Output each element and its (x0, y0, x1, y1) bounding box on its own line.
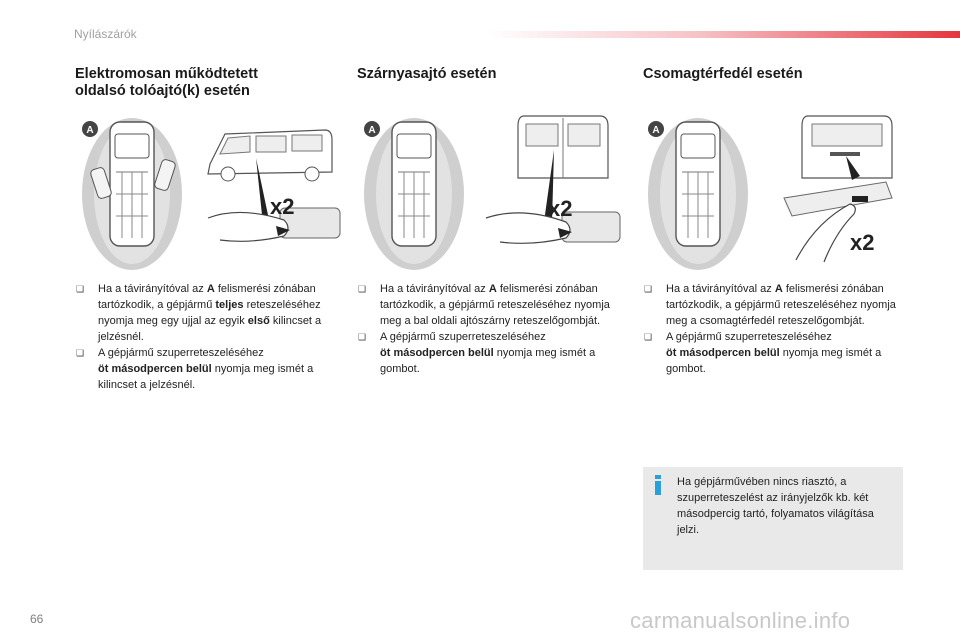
sliding-door-illustration (80, 112, 342, 272)
instructions-sliding-door (75, 281, 335, 393)
hand-on-tailgate-button-icon (784, 182, 892, 262)
bullet-marker-icon: ❑ (644, 284, 653, 294)
watermark: carmanualsonline.info (630, 608, 851, 633)
list-item: ❑ A gépjármű szuperreteszeléséhez öt másodpercen belül nyomja meg ismét a kilincset a jelzésnél. (76, 347, 314, 391)
press-twice-label: x2 (850, 230, 875, 255)
info-icon (652, 475, 664, 495)
column-title-tailgate: Csomagtérfedél esetén (643, 66, 803, 82)
list-item: ❑ A gépjármű szuperreteszeléséhez öt másodpercen belül nyomja meg ismét a gombot. (358, 331, 596, 375)
press-twice-label: x2 (548, 196, 573, 221)
van-side-view (208, 130, 332, 181)
list-item: ❑ A gépjármű szuperreteszeléséhez öt másodpercen belül nyomja meg ismét a gombot. (644, 331, 882, 375)
zone-label: A (652, 125, 660, 136)
list-item: ❑ Ha a távirányítóval az A felismerési zónában tartózkodik, a gépjármű teljes reteszeléséhez nyomja meg egy ujjal az egyik első kilincset a jelzésnél. (76, 283, 322, 343)
header-accent-bar (487, 31, 960, 38)
press-twice-label: x2 (270, 194, 295, 219)
list-item: ❑ Ha a távirányítóval az A felismerési zónában tartózkodik, a gépjármű reteszeléséhez nyomja meg a csomagtérfedél reteszelőgombját. (644, 283, 896, 327)
tailgate-illustration (646, 112, 908, 272)
bullet-marker-icon: ❑ (76, 348, 85, 358)
bullet-marker-icon: ❑ (76, 284, 85, 294)
zone-label: A (86, 125, 94, 136)
column-title-sliding-door (75, 66, 315, 100)
list-item: ❑ Ha a távirányítóval az A felismerési zónában tartózkodik, a gépjármű reteszeléséhez nyomja meg a bal oldali ajtószárny reteszelőgombját. (358, 283, 610, 327)
instructions-tailgate (643, 281, 903, 377)
van-rear-view (518, 116, 608, 178)
van-rear-view (802, 116, 892, 178)
title-line: Elektromosan működtetett (75, 66, 258, 82)
info-text: Ha gépjárművében nincs riasztó, a szuperreteszelést az irányjelzők kb. két másodpercig tartó, folyamatos világítása jelzi. (677, 476, 874, 536)
bullet-marker-icon: ❑ (358, 332, 367, 342)
wing-door-illustration (362, 112, 624, 272)
section-label: Nyílászárók (74, 27, 137, 41)
page-number: 66 (30, 612, 44, 626)
column-title-wing-door: Szárnyasajtó esetén (357, 66, 497, 82)
bullet-marker-icon: ❑ (644, 332, 653, 342)
title-line: oldalsó tolóajtó(k) esetén (75, 83, 250, 99)
bullet-marker-icon: ❑ (358, 284, 367, 294)
instructions-wing-door (357, 281, 617, 377)
zone-label: A (368, 125, 376, 136)
